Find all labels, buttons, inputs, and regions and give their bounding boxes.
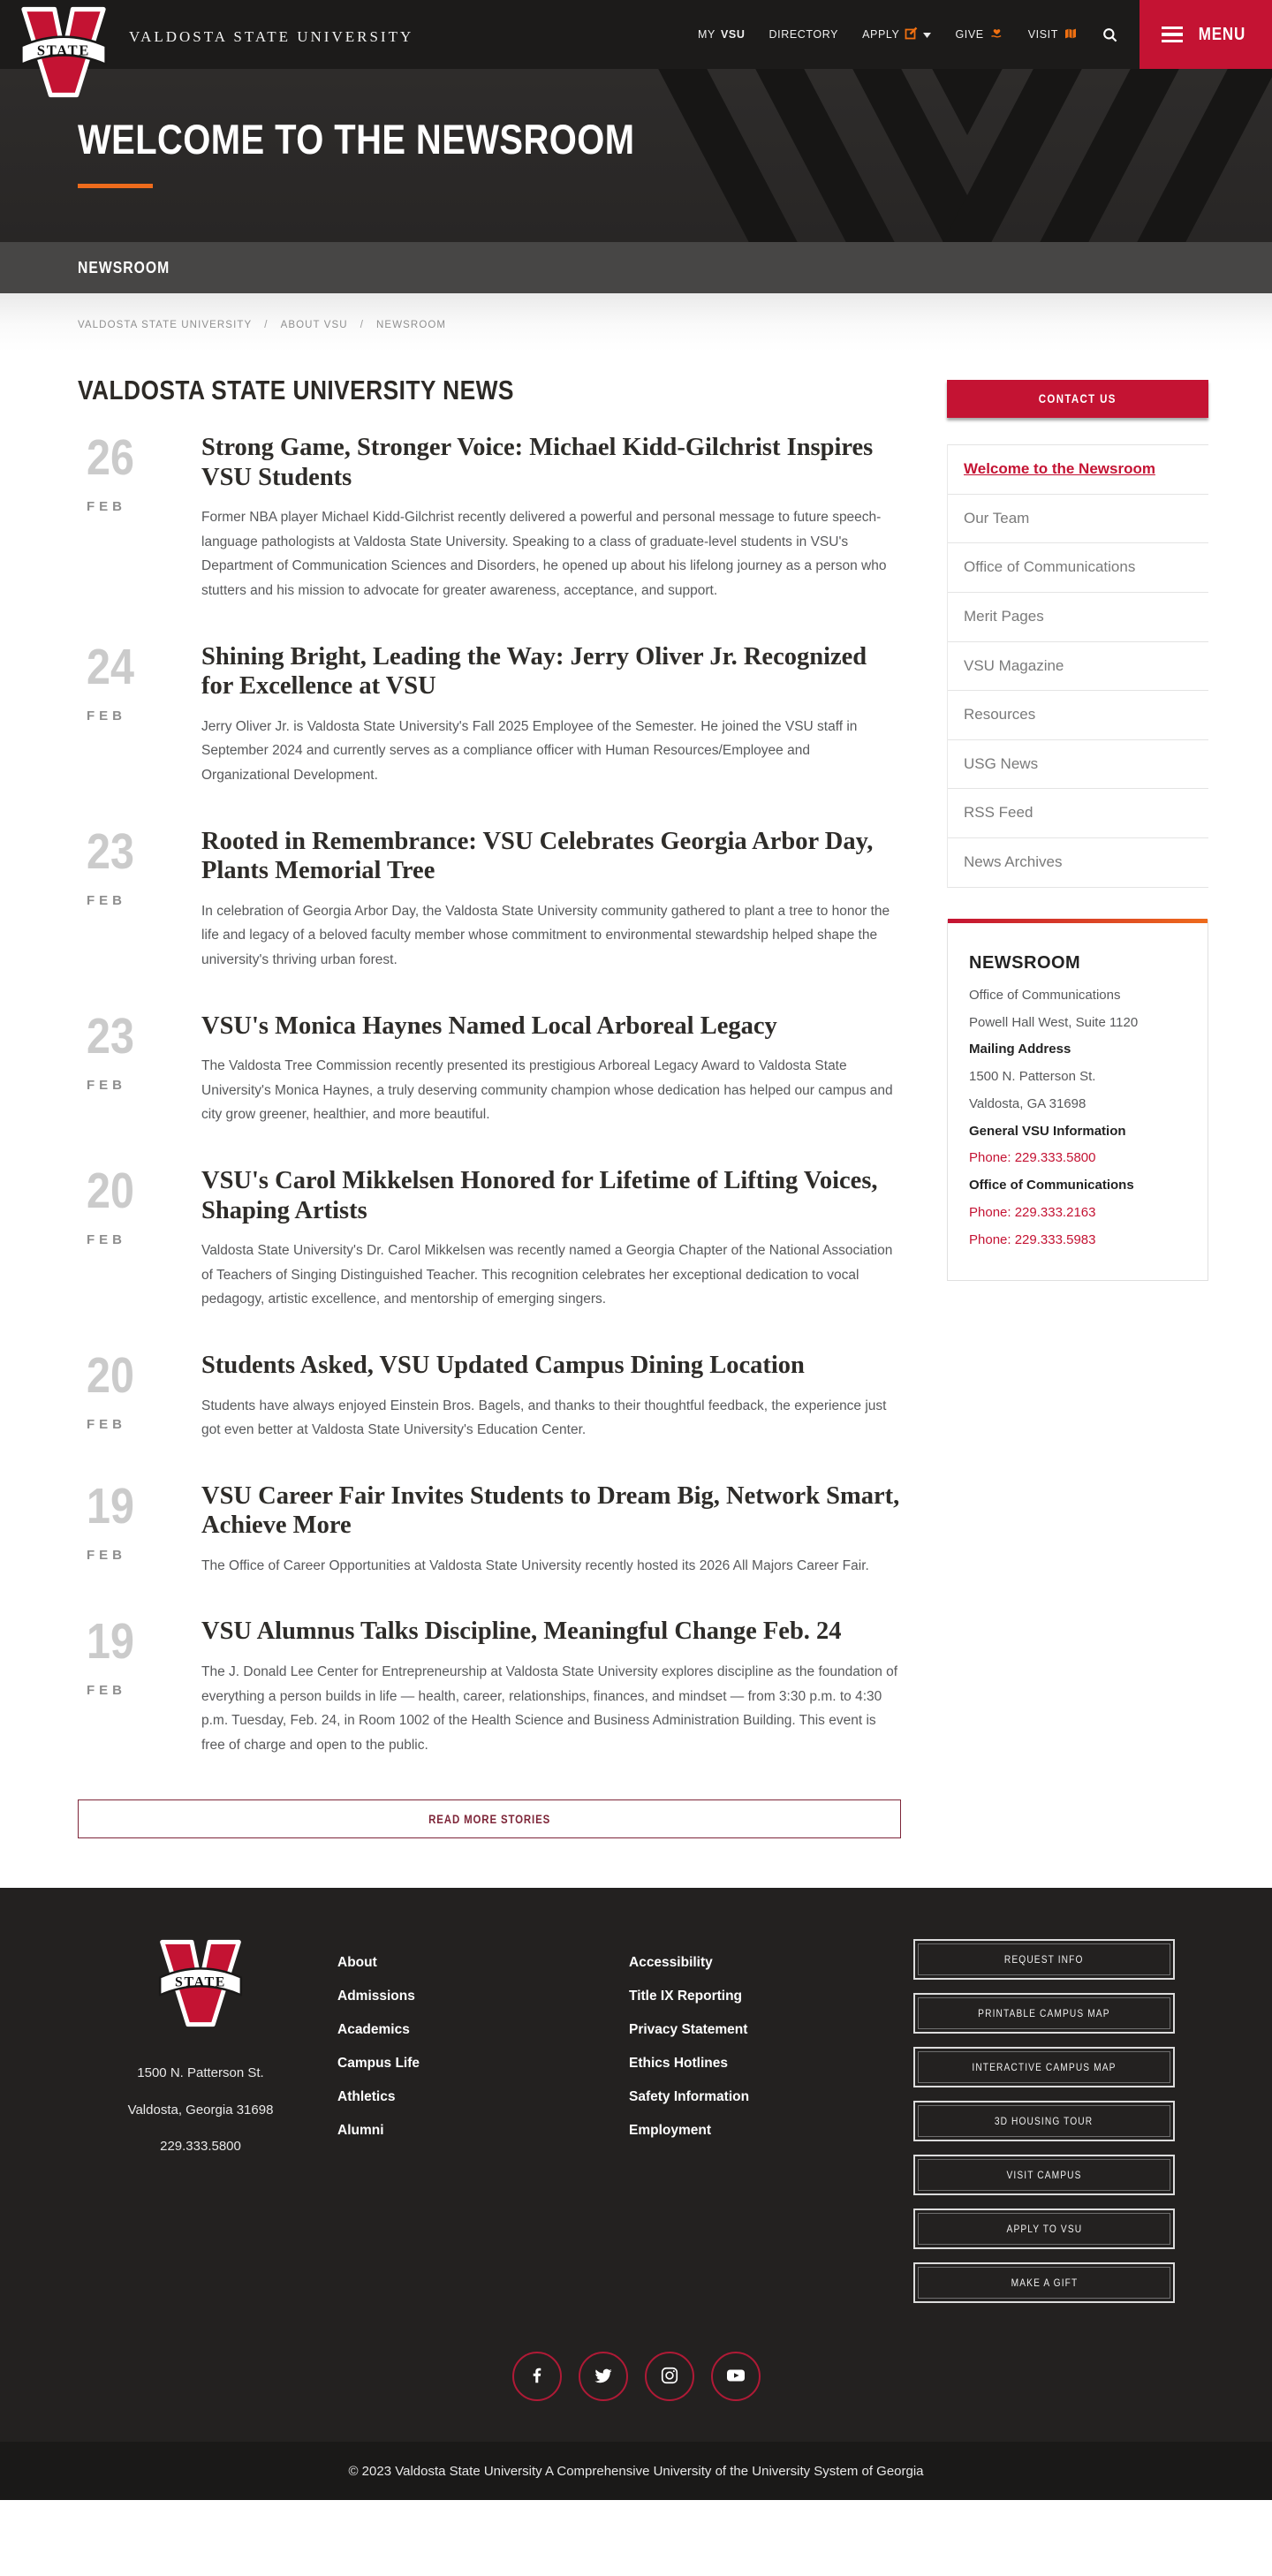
article-day-number: 20	[87, 1346, 134, 1404]
sidebar-item[interactable]: Merit Pages	[948, 593, 1208, 642]
sidebar-item[interactable]: News Archives	[948, 838, 1208, 888]
footer-link[interactable]: Accessibility	[629, 1955, 713, 1971]
footer-link[interactable]: Privacy Statement	[629, 2022, 748, 2038]
article-day-number: 19	[87, 1613, 134, 1671]
section-bar-label: NEWSROOM	[78, 258, 170, 277]
info-card-line: Valdosta, GA 31698	[969, 1095, 1086, 1111]
footer	[0, 1888, 1272, 2442]
sidebar	[947, 375, 1208, 1838]
utility-nav	[698, 26, 1140, 43]
top-utility-bar	[0, 0, 1272, 69]
myvsu-link[interactable]: MY VSU	[698, 28, 746, 41]
article-day-number: 19	[87, 1477, 134, 1534]
footer-cta-button[interactable]	[913, 2047, 1175, 2087]
article-title[interactable]: Students Asked, VSU Updated Campus Dining Location	[201, 1351, 805, 1379]
article-date	[78, 638, 201, 788]
article-month: FEB	[87, 708, 126, 724]
article-day	[87, 1346, 201, 1404]
sidebar-item[interactable]: RSS Feed	[948, 789, 1208, 838]
apply-link[interactable]: APPLY	[862, 27, 931, 42]
news-article	[78, 1007, 901, 1127]
footer-cta-label: PRINTABLE CAMPUS MAP	[978, 2007, 1110, 2020]
news-heading: VALDOSTA STATE UNIVERSITY NEWS	[78, 375, 514, 405]
footer-link[interactable]: About	[337, 1955, 377, 1971]
info-card-line: General VSU Information	[969, 1123, 1126, 1139]
main-content	[0, 352, 1272, 1888]
footer-address-line: Valdosta, Georgia 31698	[127, 2102, 274, 2118]
article-day-number: 23	[87, 1007, 134, 1064]
apply-edit-icon	[905, 27, 918, 42]
news-article	[78, 1346, 901, 1443]
article-summary: Jerry Oliver Jr. is Valdosta State University's Fall 2025 Employee of the Semester. He joined the VSU staff in September 2024 and currently serves as a compliance officer with Human Resources/Employee and Organizational Development.	[201, 718, 858, 783]
sidebar-item[interactable]: Resources	[948, 691, 1208, 740]
footer-link[interactable]: Safety Information	[629, 2089, 750, 2105]
sidebar-item[interactable]: Office of Communications	[948, 543, 1208, 593]
phone-link[interactable]: Phone: 229.333.5983	[969, 1231, 1096, 1247]
footer-link[interactable]: Employment	[629, 2123, 712, 2139]
article-summary: Valdosta State University's Dr. Carol Mikkelsen was recently named a Georgia Chapter of the National Association of Teachers of Singing Distinguished Teacher. This recognition celebrates her exceptional dedication to vocal pedagogy, artistic excellence, and mentorship of emerging singers.	[201, 1243, 893, 1307]
article-list	[78, 429, 901, 1757]
header-brand[interactable]	[0, 0, 413, 98]
footer-address-line: 1500 N. Patterson St.	[137, 2065, 264, 2081]
breadcrumb-separator: /	[264, 320, 269, 330]
footer-cta-button[interactable]	[913, 1939, 1175, 1980]
footer-brand-block	[64, 1939, 337, 2316]
article-day	[87, 822, 201, 880]
info-card-line: Powell Hall West, Suite 1120	[969, 1014, 1139, 1030]
breadcrumb-item[interactable]: ABOUT VSU	[280, 320, 348, 330]
article-title[interactable]: Strong Game, Stronger Voice: Michael Kidd-Gilchrist Inspires VSU Students	[201, 434, 874, 491]
visit-link[interactable]: VISIT	[1028, 27, 1078, 43]
article-title[interactable]: VSU Alumnus Talks Discipline, Meaningful Change Feb. 24	[201, 1618, 842, 1646]
footer-cta-button[interactable]	[913, 2262, 1175, 2303]
hamburger-icon	[1162, 27, 1183, 43]
article-day	[87, 638, 201, 695]
footer-vsu-logo[interactable]	[156, 1939, 245, 2027]
article-day-number: 23	[87, 822, 134, 880]
article-day	[87, 1162, 201, 1219]
sidebar-item[interactable]: VSU Magazine	[948, 642, 1208, 692]
breadcrumb-strip	[0, 293, 1272, 352]
newsroom-info-card	[947, 920, 1208, 1282]
sidebar-item[interactable]: Our Team	[948, 495, 1208, 544]
article-date	[78, 1477, 201, 1579]
facebook-button[interactable]	[512, 2352, 562, 2401]
info-card-line: 1500 N. Patterson St.	[969, 1069, 1096, 1085]
chevron-down-icon	[923, 28, 931, 41]
facebook-icon	[527, 2366, 547, 2388]
phone-link[interactable]: Phone: 229.333.5800	[969, 1150, 1096, 1166]
footer-address	[64, 2055, 337, 2164]
article-month: FEB	[87, 1683, 126, 1699]
article-body-block	[201, 1351, 901, 1443]
news-article	[78, 822, 901, 973]
article-title[interactable]: VSU's Monica Haynes Named Local Arboreal Legacy	[201, 1011, 777, 1040]
info-card-line: Mailing Address	[969, 1042, 1071, 1057]
article-day	[87, 1007, 201, 1064]
copyright-text: © 2023 Valdosta State University A Comprehensive University of the University System of Georgia	[348, 2463, 924, 2479]
footer-link[interactable]: Ethics Hotlines	[629, 2056, 728, 2072]
article-summary: Students have always enjoyed Einstein Bros. Bagels, and thanks to their thoughtful feedback, the experience just got even better at Valdosta State University's Education Center.	[201, 1398, 887, 1438]
info-card-title: NEWSROOM	[969, 952, 1081, 973]
article-month: FEB	[87, 499, 126, 514]
university-name: VALDOSTA STATE UNIVERSITY	[129, 28, 414, 45]
article-day-number: 26	[87, 429, 134, 486]
footer-cta-label: REQUEST INFO	[1004, 1953, 1084, 1966]
footer-address-line: 229.333.5800	[160, 2138, 241, 2154]
page-title: WELCOME TO THE NEWSROOM	[78, 116, 635, 163]
article-body-block	[201, 1617, 901, 1757]
vsu-logo[interactable]	[18, 6, 110, 98]
article-month: FEB	[87, 1077, 126, 1093]
article-body-block	[201, 1481, 901, 1579]
article-summary: The J. Donald Lee Center for Entrepreneurship at Valdosta State University explores discipline as the foundation of everything a person builds in life — health, career, relationships, finances, and mindset — from 3:30 p.m. to 4:30 p.m. Tuesday, Feb. 24, in Room 1002 of the Health Science and Business Administration Building. This event is free of charge and open to the public.	[201, 1664, 898, 1753]
footer-cta-label: MAKE A GIFT	[1011, 2277, 1078, 2290]
youtube-icon	[725, 2365, 746, 2389]
news-article	[78, 1613, 901, 1757]
article-body-block	[201, 642, 901, 788]
footer-links-primary	[337, 1939, 629, 2316]
news-article	[78, 638, 901, 788]
visit-map-icon	[1064, 27, 1078, 43]
article-date	[78, 1613, 201, 1757]
info-card-line: Office of Communications	[969, 987, 1121, 1003]
phone-link[interactable]: Phone: 229.333.2163	[969, 1204, 1096, 1220]
article-title[interactable]: VSU's Carol Mikkelsen Honored for Lifetime of Lifting Voices, Shaping Artists	[201, 1166, 878, 1224]
read-more-button[interactable]: READ MORE STORIES	[78, 1799, 901, 1838]
instagram-button[interactable]	[645, 2352, 694, 2401]
article-date	[78, 822, 201, 973]
article-month: FEB	[87, 1416, 126, 1432]
article-summary: In celebration of Georgia Arbor Day, the Valdosta State University community gathered to plant a tree to honor the life and legacy of a beloved faculty member whose commitment to environmental stewardship helped shape the university's thriving urban forest.	[201, 903, 890, 967]
sidebar-nav	[947, 444, 1208, 888]
instagram-icon	[660, 2366, 679, 2388]
copyright-bar	[0, 2442, 1272, 2500]
youtube-button[interactable]	[711, 2352, 761, 2401]
article-summary: The Valdosta Tree Commission recently presented its prestigious Arboreal Legacy Award to Valdosta State University's Monica Haynes, a truly deserving community champion whose dedication has helped our campus and city grow greener, healthier, and more beautiful.	[201, 1058, 893, 1123]
article-date	[78, 1346, 201, 1443]
footer-links-secondary	[629, 1939, 913, 2316]
social-links	[64, 2352, 1208, 2401]
footer-cta-buttons	[913, 1939, 1175, 2316]
breadcrumb-item[interactable]: VALDOSTA STATE UNIVERSITY	[78, 320, 253, 330]
footer-cta-label: 3D HOUSING TOUR	[995, 2115, 1094, 2128]
article-month: FEB	[87, 892, 126, 908]
footer-cta-button[interactable]	[913, 2155, 1175, 2195]
article-day	[87, 1613, 201, 1671]
footer-link[interactable]: Alumni	[337, 2123, 384, 2139]
footer-cta-label: INTERACTIVE CAMPUS MAP	[972, 2061, 1117, 2074]
footer-cta-label: APPLY TO VSU	[1006, 2223, 1082, 2236]
search-button[interactable]	[1102, 27, 1118, 43]
article-date	[78, 1162, 201, 1312]
news-column	[78, 375, 901, 1838]
article-day-number: 24	[87, 638, 134, 695]
sidebar-item[interactable]: USG News	[948, 740, 1208, 790]
news-article	[78, 429, 901, 603]
section-bar	[0, 242, 1272, 293]
footer-link[interactable]: Title IX Reporting	[629, 1989, 743, 2004]
twitter-button[interactable]	[579, 2352, 628, 2401]
article-month: FEB	[87, 1231, 126, 1247]
footer-cta-label: VISIT CAMPUS	[1006, 2169, 1082, 2182]
article-date	[78, 429, 201, 603]
footer-link[interactable]: Athletics	[337, 2089, 396, 2105]
article-day	[87, 1477, 201, 1534]
article-date	[78, 1007, 201, 1127]
menu-button[interactable]: MENU	[1140, 0, 1272, 69]
article-body-block	[201, 1011, 901, 1127]
breadcrumb	[78, 320, 1272, 330]
article-summary: The Office of Career Opportunities at Valdosta State University recently hosted its 2026 All Majors Career Fair.	[201, 1557, 869, 1573]
article-body-block	[201, 1166, 901, 1312]
sidebar-item[interactable]: Welcome to the Newsroom	[948, 445, 1208, 495]
info-card-line: Office of Communications	[969, 1178, 1134, 1193]
directory-link[interactable]: DIRECTORY	[768, 28, 839, 41]
article-title[interactable]: Rooted in Remembrance: VSU Celebrates Georgia Arbor Day, Plants Memorial Tree	[201, 827, 874, 885]
article-day-number: 20	[87, 1162, 134, 1219]
footer-link[interactable]: Admissions	[337, 1989, 415, 2004]
breadcrumb-item: NEWSROOM	[376, 320, 447, 330]
article-body-block	[201, 827, 901, 973]
footer-cta-button[interactable]	[913, 1993, 1175, 2034]
twitter-icon	[594, 2366, 613, 2388]
footer-cta-button[interactable]	[913, 2101, 1175, 2141]
news-article	[78, 1162, 901, 1312]
footer-link[interactable]: Campus Life	[337, 2056, 420, 2072]
search-icon	[1102, 27, 1118, 43]
info-card-lines	[969, 982, 1186, 1254]
footer-cta-button[interactable]	[913, 2209, 1175, 2249]
article-day	[87, 429, 201, 486]
contact-us-button[interactable]: CONTACT US	[947, 380, 1208, 418]
breadcrumb-separator: /	[360, 320, 365, 330]
article-title[interactable]: Shining Bright, Leading the Way: Jerry Oliver Jr. Recognized for Excellence at VSU	[201, 642, 867, 701]
give-heart-icon	[989, 26, 1004, 43]
news-article	[78, 1477, 901, 1579]
footer-link[interactable]: Academics	[337, 2022, 410, 2038]
article-title[interactable]: VSU Career Fair Invites Students to Dream Big, Network Smart, Achieve More	[201, 1481, 900, 1540]
give-link[interactable]: GIVE	[955, 26, 1003, 43]
article-body-block	[201, 433, 901, 603]
article-summary: Former NBA player Michael Kidd-Gilchrist recently delivered a powerful and personal message to future speech-language pathologists at Valdosta State University. Speaking to a class of graduate-level students in VSU's Department of Communication Sciences and Disorders, he opened up about his lifelong journey as a person who stutters and his mission to advocate for greater awareness, acceptance, and support.	[201, 510, 887, 598]
article-month: FEB	[87, 1547, 126, 1563]
title-accent-rule	[78, 184, 153, 188]
